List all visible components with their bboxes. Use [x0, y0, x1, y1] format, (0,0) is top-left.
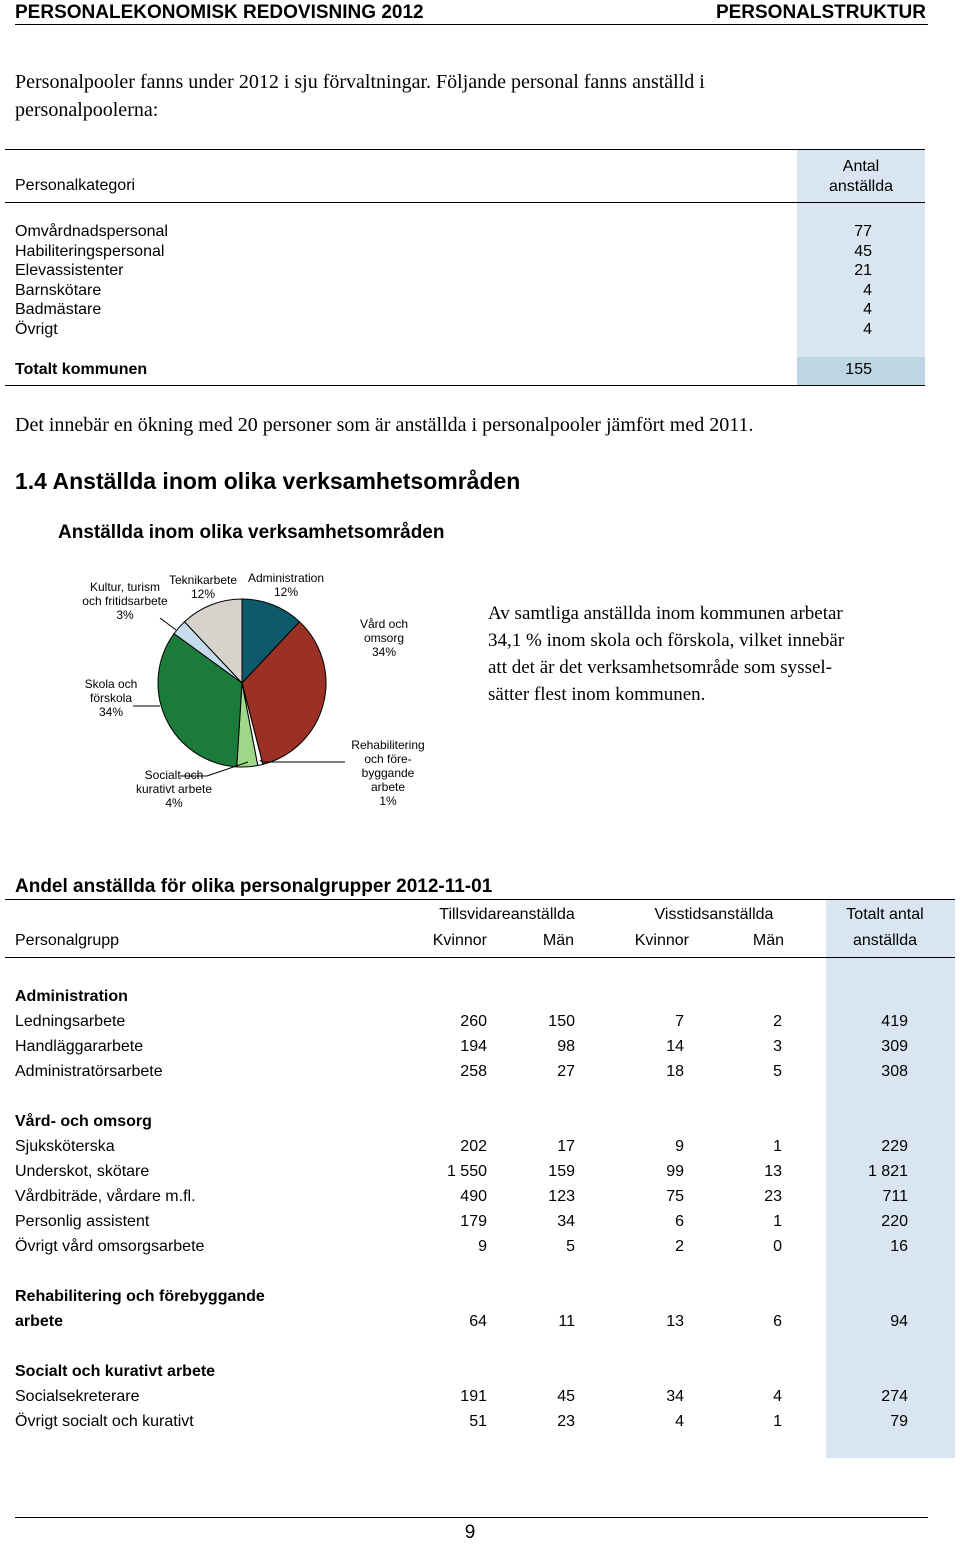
pool-row-value: 77	[854, 223, 872, 240]
pool-total-value: 155	[845, 361, 872, 378]
row-label: Övrigt socialt och kurativt	[15, 1413, 194, 1430]
group-title: Administration	[15, 988, 128, 1005]
cell-value: 3	[773, 1038, 782, 1055]
pie-slices	[158, 599, 326, 767]
pool-row	[15, 320, 872, 340]
pie-label-admin	[240, 571, 332, 599]
section-heading: 1.4 Anställda inom olika verksamhetsområden	[15, 468, 521, 494]
pool-row	[15, 242, 872, 262]
table2-title: Andel anställda för olika personalgrupper 2012-11-01	[15, 876, 493, 897]
intro-text	[15, 68, 705, 124]
footer-rule	[15, 1517, 928, 1518]
pool-row	[15, 261, 872, 281]
pie-label-socialt-pct: 4%	[165, 796, 183, 810]
pool-table-top-rule	[5, 149, 925, 150]
cell-value: 13	[764, 1163, 782, 1180]
cell-value: 229	[881, 1138, 908, 1155]
pool-row-label: Omvårdnadspersonal	[15, 223, 168, 240]
pool-col-count-line1: Antal	[842, 158, 880, 175]
pie-label-teknik-name: Teknikarbete	[168, 573, 238, 587]
cell-value: 1	[773, 1213, 782, 1230]
pool-note: Det innebär en ökning med 20 personer som är anställda i personalpooler jämfört med 2011.	[15, 414, 754, 436]
table2-hdr-man-tills: Män	[542, 932, 574, 949]
cell-value: 1 821	[867, 1163, 908, 1180]
cell-value: 123	[548, 1188, 575, 1205]
table2-hdr-group: Personalgrupp	[15, 932, 120, 949]
cell-value: 1	[773, 1138, 782, 1155]
cell-value: 308	[881, 1063, 908, 1080]
pie-label-kultur-name: Kultur, turism och fritidsarbete	[82, 580, 168, 608]
cell-value: 99	[666, 1163, 684, 1180]
cell-value: 490	[460, 1188, 487, 1205]
cell-value: 18	[666, 1063, 684, 1080]
intro-line-2: personalpoolerna:	[15, 99, 159, 121]
pie-label-vard-pct: 34%	[371, 645, 397, 659]
pie-label-admin-pct: 12%	[273, 585, 299, 599]
cell-value: 7	[675, 1013, 684, 1030]
cell-value: 6	[675, 1213, 684, 1230]
cell-value: 5	[773, 1063, 782, 1080]
pie-label-skola-name: Skola och förskola	[84, 677, 138, 705]
cell-value: 260	[460, 1013, 487, 1030]
cell-value: 51	[469, 1413, 487, 1430]
row-label: Socialsekreterare	[15, 1388, 140, 1405]
cell-value: 1 550	[446, 1163, 487, 1180]
table2-hdr-viss: Visstidsanställda	[654, 906, 774, 923]
cell-value: 13	[666, 1313, 684, 1330]
cell-value: 258	[460, 1063, 487, 1080]
cell-value: 98	[557, 1038, 575, 1055]
pool-row	[15, 281, 872, 301]
chart-text-line-2: 34,1 % inom skola och förskola, vilket innebär	[488, 630, 845, 651]
page-number: 9	[464, 1522, 476, 1543]
cell-value: 419	[881, 1013, 908, 1030]
cell-value: 23	[764, 1188, 782, 1205]
chart-text-line-1: Av samtliga anställda inom kommunen arbetar	[488, 603, 843, 624]
table2-hdr-man-viss: Män	[752, 932, 784, 949]
cell-value: 11	[558, 1313, 575, 1330]
row-label: Administratörsarbete	[15, 1063, 163, 1080]
table2-mid-rule	[5, 957, 955, 958]
table2-hdr-total1: Totalt antal	[846, 906, 924, 923]
row-label: Sjuksköterska	[15, 1138, 115, 1155]
cell-value: 191	[460, 1388, 487, 1405]
pool-total-label: Totalt kommunen	[15, 361, 148, 378]
cell-value: 27	[557, 1063, 575, 1080]
cell-value: 79	[890, 1413, 908, 1430]
pie-label-skola	[78, 677, 144, 719]
cell-value: 94	[890, 1313, 908, 1330]
pie-label-socialt	[126, 768, 222, 810]
row-label: Övrigt vård omsorgsarbete	[15, 1238, 205, 1255]
group-title: Vård- och omsorg	[15, 1113, 152, 1130]
cell-value: 274	[881, 1388, 908, 1405]
pool-table-body	[15, 222, 872, 339]
cell-value: 9	[675, 1138, 684, 1155]
cell-value: 159	[548, 1163, 575, 1180]
cell-value: 220	[881, 1213, 908, 1230]
cell-value: 202	[460, 1138, 487, 1155]
chart-text-line-3: att det är det verksamhetsområde som syssel-	[488, 657, 833, 678]
table2-hdr-total2: anställda	[852, 932, 918, 949]
pool-row	[15, 300, 872, 320]
pie-label-teknik	[164, 573, 242, 601]
cell-value: 309	[881, 1038, 908, 1055]
cell-value: 75	[666, 1188, 684, 1205]
pool-row-value: 21	[854, 262, 872, 279]
pool-row-value: 4	[863, 301, 872, 318]
cell-value: 34	[666, 1388, 684, 1405]
row-label: Handläggararbete	[15, 1038, 144, 1055]
pool-table-mid-rule	[5, 202, 925, 203]
cell-value: 0	[773, 1238, 782, 1255]
table2-hdr-kvinnor-viss: Kvinnor	[634, 932, 689, 949]
group-title: arbete	[15, 1313, 64, 1330]
cell-value: 16	[890, 1238, 908, 1255]
cell-value: 2	[773, 1013, 782, 1030]
pool-col-count-line2: anställda	[828, 178, 894, 195]
table2-total-column-shade	[826, 958, 955, 1458]
table2-hdr-kvinnor-tills: Kvinnor	[432, 932, 487, 949]
pool-row-label: Elevassistenter	[15, 262, 124, 279]
cell-value: 1	[773, 1413, 782, 1430]
pie-label-skola-pct: 34%	[98, 705, 124, 719]
pool-row-label: Habiliteringspersonal	[15, 242, 165, 260]
table2-hdr-tills: Tillsvidareanställda	[439, 906, 575, 923]
table2-top-rule	[5, 899, 955, 900]
pool-row-value: 45	[854, 242, 872, 260]
row-label: Personlig assistent	[15, 1213, 150, 1230]
header-right: PERSONALSTRUKTUR	[715, 2, 926, 23]
group-title: Rehabilitering och förebyggande	[15, 1288, 265, 1305]
header-rule	[15, 24, 928, 25]
pie-label-vard-name: Vård och omsorg	[359, 617, 409, 645]
pie-label-admin-name: Administration	[247, 571, 325, 585]
pool-row-label: Övrigt	[15, 320, 58, 338]
group-title: Socialt och kurativt arbete	[15, 1363, 216, 1380]
pool-row-label: Badmästare	[15, 301, 102, 318]
pie-label-kultur-pct: 3%	[116, 608, 134, 622]
chart-text-line-4: sätter flest inom kommunen.	[488, 684, 706, 705]
pool-row	[15, 222, 872, 242]
pie-label-vard	[352, 617, 416, 659]
pool-table-bottom-rule	[5, 385, 925, 386]
pie-label-rehab-pct: 1%	[379, 794, 397, 808]
pool-row-value: 4	[863, 320, 872, 338]
pool-row-label: Barnskötare	[15, 281, 102, 299]
cell-value: 64	[469, 1313, 487, 1330]
pie-label-socialt-name: Socialt och kurativt arbete	[135, 768, 213, 796]
cell-value: 5	[566, 1238, 575, 1255]
pie-label-rehab	[343, 738, 433, 808]
cell-value: 23	[557, 1413, 575, 1430]
row-label: Vårdbiträde, vårdare m.fl.	[15, 1188, 196, 1205]
chart-title: Anställda inom olika verksamhetsområden	[58, 522, 445, 543]
header-left: PERSONALEKONOMISK REDOVISNING 2012	[15, 2, 424, 23]
pie-label-kultur	[82, 580, 168, 622]
cell-value: 17	[557, 1138, 575, 1155]
cell-value: 34	[557, 1213, 575, 1230]
pool-col-count	[797, 157, 925, 197]
row-label: Ledningsarbete	[15, 1013, 126, 1030]
cell-value: 150	[548, 1013, 575, 1030]
cell-value: 179	[460, 1213, 487, 1230]
cell-value: 6	[773, 1313, 782, 1330]
pie-label-teknik-pct: 12%	[190, 587, 216, 601]
cell-value: 45	[557, 1388, 575, 1405]
cell-value: 711	[882, 1188, 908, 1205]
cell-value: 2	[675, 1238, 684, 1255]
row-label: Underskot, skötare	[15, 1163, 150, 1180]
pie-label-rehab-name: Rehabilitering och före- byggande arbete	[351, 738, 425, 794]
cell-value: 4	[773, 1388, 782, 1405]
intro-line-1: Personalpooler fanns under 2012 i sju förvaltningar. Följande personal fanns anställd i	[15, 71, 705, 93]
cell-value: 194	[460, 1038, 487, 1055]
chart-text	[488, 600, 844, 708]
cell-value: 4	[675, 1413, 684, 1430]
pool-col-category: Personalkategori	[15, 177, 136, 194]
cell-value: 14	[666, 1038, 684, 1055]
pool-row-value: 4	[863, 281, 872, 299]
cell-value: 9	[478, 1238, 487, 1255]
